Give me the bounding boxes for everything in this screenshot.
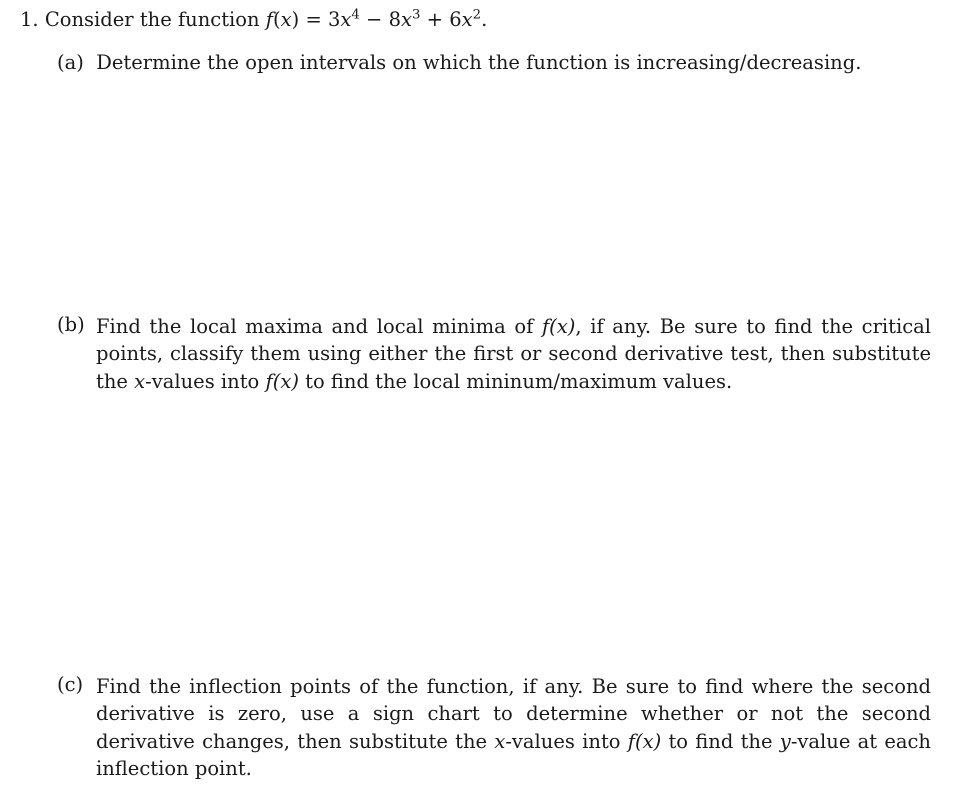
term-1: $3x^4$ (327, 7, 360, 31)
operator-2: + (426, 8, 443, 31)
part-b-text: Find the local maxima and local minima of f(x), if any. Be sure to find the critical points, classify them using either the first or second derivative test, then substitute the x-values into f(x) to find the local mininum/maximum values. (96, 315, 931, 393)
function-name: f (265, 8, 274, 31)
end-punctuation: . (481, 8, 488, 31)
operator-1: − (366, 8, 383, 31)
equals-sign: = (305, 8, 322, 31)
part-b-x-var: x (134, 369, 146, 393)
part-c (57, 673, 931, 783)
part-a-label: (a) (57, 51, 84, 74)
part-c-fx: f(x) (627, 729, 662, 753)
part-b-fx: f(x) (541, 315, 576, 338)
part-b (57, 313, 931, 395)
term-2: $8x^3$ (388, 7, 421, 31)
problem-number: 1. (20, 8, 39, 31)
part-c-label: (c) (57, 673, 84, 696)
function-definition: $f(x) = 3x^4 - 8x^3 + 6x^2$. (265, 7, 488, 31)
part-a (57, 51, 861, 74)
part-b-fx-2: f(x) (265, 369, 299, 393)
part-a-text: Determine the open intervals on which the function is increasing/decreasing. (96, 51, 862, 74)
part-c-y-var: y (779, 729, 791, 753)
part-b-label: (b) (57, 313, 85, 336)
part-c-text: Find the inflection points of the function, if any. Be sure to find where the second derivative is zero, use a sign chart to determine whether or not the second derivative changes, then substitute the x-values into f(x) to find the y-value at each inflection point. (96, 675, 931, 781)
problem-intro: Consider the function (44, 8, 260, 31)
part-c-x-var: x (494, 729, 506, 753)
term-3: $6x^2$ (449, 7, 482, 31)
function-variable: x (280, 8, 292, 31)
problem-statement (20, 8, 487, 31)
